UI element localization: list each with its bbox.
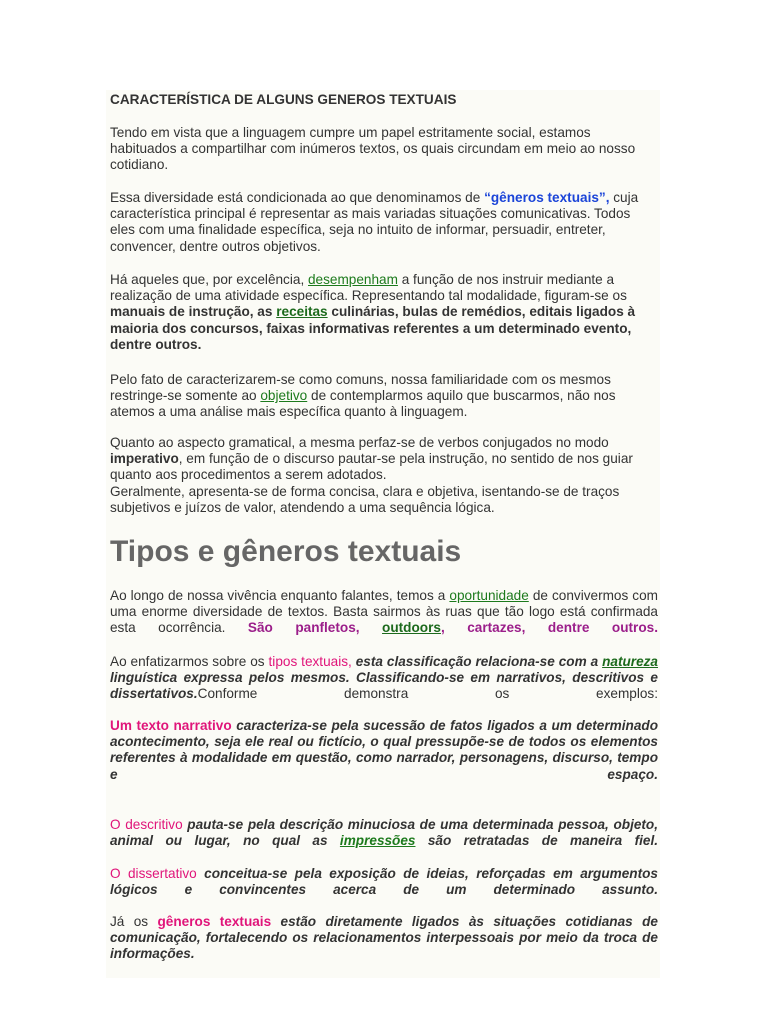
section-title: Tipos e gêneros textuais: [110, 535, 462, 568]
paragraph-genres: Já os gêneros textuais estão diretamente ligados às situações cotidianas de comunicação, fortalecendo os relacionamentos interpessoais por meio da troca de informações.: [110, 914, 658, 962]
link-objetivo[interactable]: objetivo: [260, 388, 308, 404]
link-oportunidade[interactable]: oportunidade: [449, 588, 529, 603]
document-page: [106, 90, 660, 978]
paragraph-narrative: Um texto narrativo caracteriza-se pela sucessão de fatos ligados a um determinado acontecimento, seja ele real ou fictício, o qual pressupõe-se de todos os elementos referentes à modalidade em questão, como narrador, personagens, discurso, tempo e espaço.: [110, 718, 658, 782]
link-outdoors[interactable]: outdoors: [382, 620, 441, 636]
paragraph-dissertative: O dissertativo conceitua-se pela exposição de ideias, reforçadas em argumentos lógicos e convincentes acerca de um determinado assunto.: [110, 866, 658, 898]
paragraph-instruction: Há aqueles que, por excelência, desempenham a função de nos instruir mediante a realização de uma atividade específica. Representando tal modalidade, figuram-se os manuais de instrução, as receitas culinárias, bulas de remédios, editais ligados à maioria dos concursos, faixas informativas referentes a um determinado evento, dentre outros.: [110, 272, 636, 352]
link-natureza[interactable]: natureza: [602, 654, 658, 669]
document-heading: CARACTERÍSTICA DE ALGUNS GENEROS TEXTUAIS: [110, 92, 457, 107]
paragraph-descriptive: O descritivo pauta-se pela descrição minuciosa de uma determinada pessoa, objeto, animal ou lugar, no qual as impressões são retratadas de maneira fiel.: [110, 817, 659, 849]
paragraph-experience: Ao longo de nossa vivência enquanto falantes, temos a oportunidade de convivermos com uma enorme diversidade de textos. Basta sairmos às ruas que tão logo está confirmada esta ocorrência. São panfletos, outdoors, cartazes, dentre outros.: [110, 588, 658, 636]
link-desempenham[interactable]: desempenham: [308, 272, 398, 287]
paragraph-diversity: Essa diversidade está condicionada ao que denominamos de “gêneros textuais”, cuja característica principal é representar as mais variadas situações comunicativas. Todos eles com uma finalidade específica, seja no intuito de informar, persuadir, entreter, convencer, dentre outros objetivos.: [110, 190, 639, 254]
link-impressoes[interactable]: impressões: [339, 833, 416, 849]
paragraph-intro: Tendo em vista que a linguagem cumpre um papel estritamente social, estamos habituados a compartilhar com inúmeros textos, os quais circundam em meio ao nosso cotidiano.: [110, 125, 636, 173]
highlight-generos-textuais: “gêneros textuais”,: [484, 190, 610, 205]
paragraph-grammar: Quanto ao aspecto gramatical, a mesma perfaz-se de verbos conjugados no modo imperativo, em função de o discurso pautar-se pela instrução, no sentido de nos guiar quanto aos procedimentos a serem adotados. Geralmente, apresenta-se de forma concisa, clara e objetiva, isentando-se de traços subjetivos e juízos de valor, atendendo a uma sequência lógica.: [110, 435, 633, 515]
paragraph-types: Ao enfatizarmos sobre os tipos textuais, esta classificação relaciona-se com a natureza linguística expressa pelos mesmos. Classificando-se em narrativos, descritivos e dissertativos.Conforme demonstra os exemplos:: [110, 654, 658, 702]
link-receitas[interactable]: receitas: [276, 304, 328, 320]
paragraph-familiarity: Pelo fato de caracterizarem-se como comuns, nossa familiaridade com os mesmos restringe-se somente ao objetivo de contemplarmos aquilo que buscarmos, não nos atemos a uma análise mais específica quanto à linguagem.: [110, 372, 616, 420]
